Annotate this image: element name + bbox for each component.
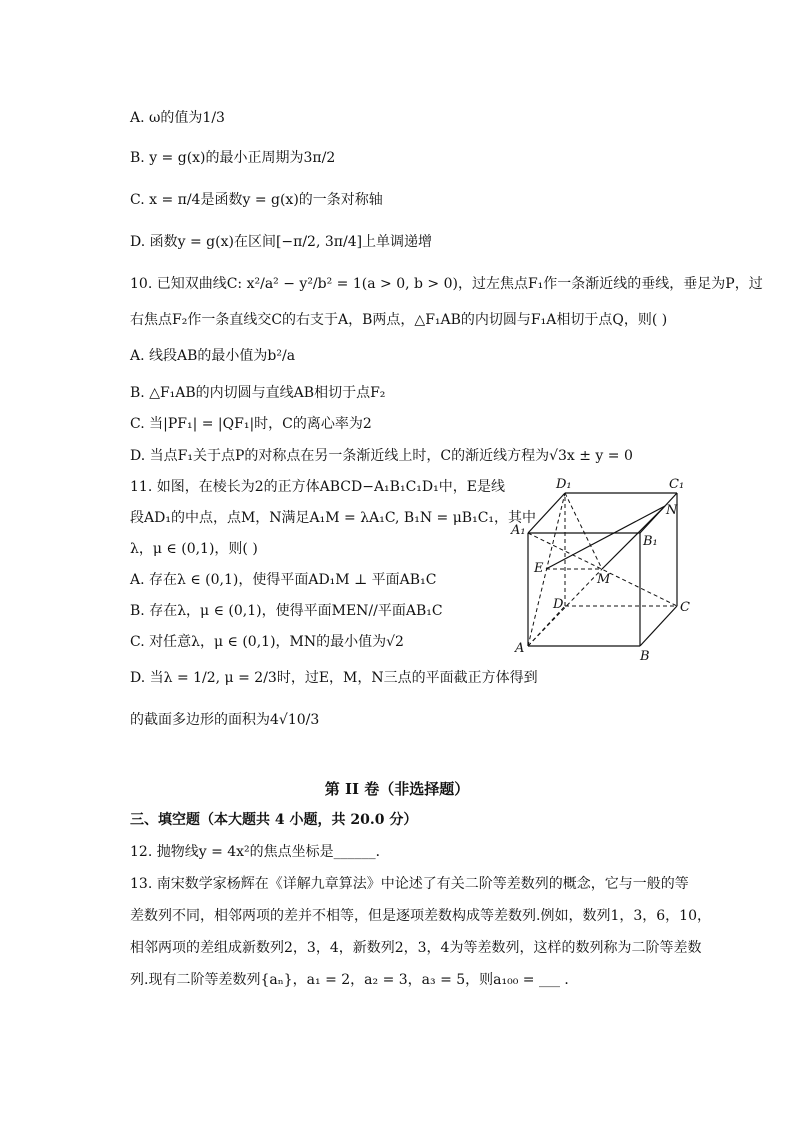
label-a1: A₁ xyxy=(511,523,526,538)
label-d: D xyxy=(553,597,564,612)
q13-line2: 差数列不同，相邻两项的差并不相等，但是逐项差数构成等差数列.例如，数列1，3，6，10， xyxy=(130,908,711,924)
edge-a1-d1 xyxy=(528,493,565,533)
q11-option-a: A. 存在λ ∈ (0,1)，使得平面AD₁M ⊥ 平面AB₁C xyxy=(130,572,437,588)
q11-option-d-line1: D. 当λ = 1/2, μ = 2/3时，过E，M，N三点的平面截正方体得到 xyxy=(130,670,538,686)
label-n: N xyxy=(666,503,678,518)
q9-option-b: B. y = g(x)的最小正周期为3π/2 xyxy=(130,150,336,166)
q9-option-a: A. ω的值为1/3 xyxy=(130,110,225,126)
q11-stem-line3: λ，μ ∈ (0,1)，则( ) xyxy=(130,541,258,557)
label-c1: C₁ xyxy=(669,477,685,492)
q11-stem-line1: 11. 如图，在棱长为2的正方体ABCD−A₁B₁C₁D₁中，E是线 xyxy=(130,479,505,495)
label-c: C xyxy=(680,600,690,615)
label-a: A xyxy=(515,641,525,656)
q11-stem-line2: 段AD₁的中点，点M，N满足A₁M = λA₁C, B₁N = μB₁C₁，其中 xyxy=(130,510,537,526)
q13-line1: 13. 南宋数学家杨辉在《详解九章算法》中论述了有关二阶等差数列的概念，它与一般的等 xyxy=(130,876,689,892)
label-d1: D₁ xyxy=(556,477,572,492)
edge-b-c xyxy=(640,606,677,646)
segment-a-m xyxy=(528,569,602,646)
q9-option-c: C. x = π/4是函数y = g(x)的一条对称轴 xyxy=(130,192,383,208)
q13-line4: 列.现有二阶等差数列{aₙ}，a₁ = 2，a₂ = 3，a₃ = 5，则a₁₀₀ = ___ ． xyxy=(130,972,579,988)
q13-line3: 相邻两项的差组成新数列2，3，4，新数列2，3，4为等差数列，这样的数列称为二阶等差数 xyxy=(130,940,702,956)
q11-option-d-line2: 的截面多边形的面积为4√10/3 xyxy=(130,712,320,728)
label-b: B xyxy=(640,649,650,664)
label-m: M xyxy=(597,572,611,587)
q10-stem-line1: 10. 已知双曲线C: x²/a² − y²/b² = 1(a > 0, b > 0)，过左焦点F₁作一条渐近线的垂线，垂足为P，过 xyxy=(130,276,763,292)
q10-option-a: A. 线段AB的最小值为b²/a xyxy=(130,348,296,364)
q12-text: 12. 抛物线y = 4x²的焦点坐标是______． xyxy=(130,844,390,860)
section-title: 第 II 卷（非选择题） xyxy=(324,780,470,798)
q11-option-b: B. 存在λ，μ ∈ (0,1)，使得平面MEN//平面AB₁C xyxy=(130,603,443,619)
q9-option-d: D. 函数y = g(x)在区间[−π/2, 3π/4]上单调递增 xyxy=(130,234,433,250)
q10-stem-line2: 右焦点F₂作一条直线交C的右支于A，B两点，△F₁AB的内切圆与F₁A相切于点Q，则( ) xyxy=(130,312,668,328)
cube-figure xyxy=(505,470,745,670)
part3-heading: 三、填空题（本大题共 4 小题，共 20.0 分） xyxy=(130,812,418,828)
q10-option-d: D. 当点F₁关于点P的对称点在另一条渐近线上时，C的渐近线方程为√3x ± y = 0 xyxy=(130,448,633,464)
label-e: E xyxy=(534,561,544,576)
q10-option-c: C. 当|PF₁| = |QF₁|时，C的离心率为2 xyxy=(130,416,372,432)
q11-option-c: C. 对任意λ，μ ∈ (0,1)，MN的最小值为√2 xyxy=(130,634,404,650)
q10-option-b: B. △F₁AB的内切圆与直线AB相切于点F₂ xyxy=(130,385,386,401)
segment-d1-m xyxy=(565,493,602,569)
label-b1: B₁ xyxy=(643,534,658,549)
